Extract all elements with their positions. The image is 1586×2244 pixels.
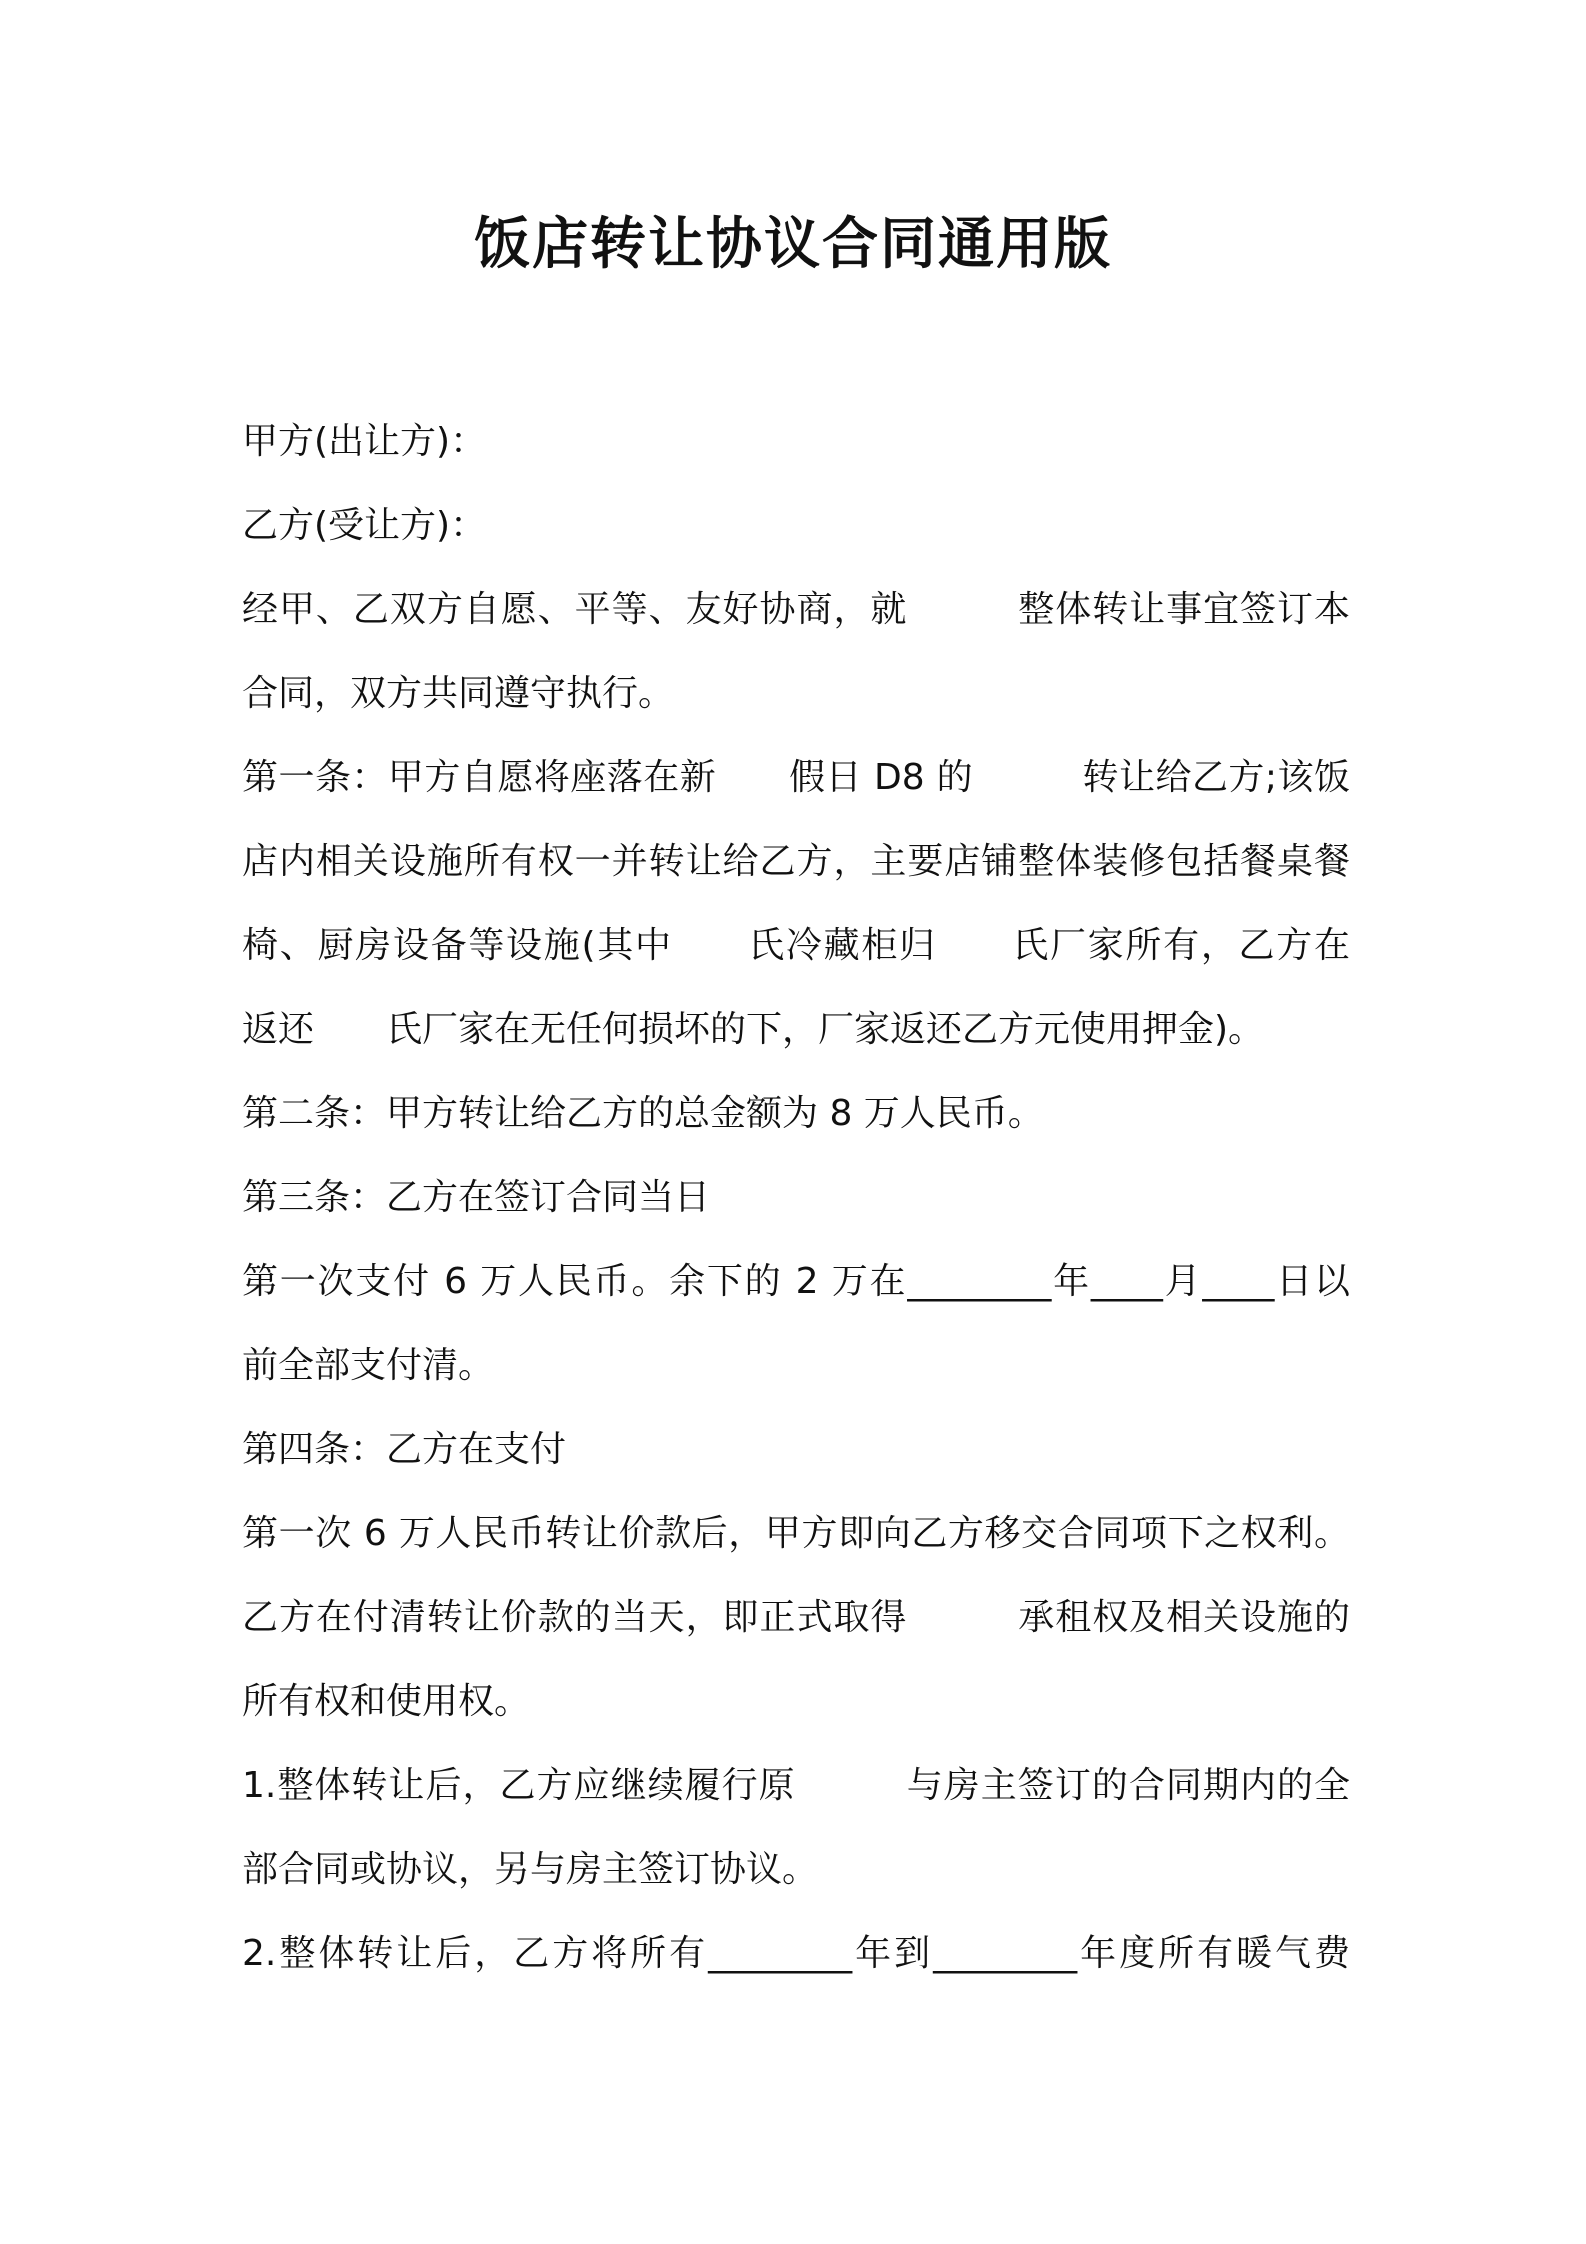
- payment-line: 第一次支付 6 万人民币。余下的 2 万在________年____月____日以: [242, 1261, 1350, 1302]
- article-4-line: 所有权和使用权。: [242, 1681, 531, 1722]
- article-3-line: 第三条：乙方在签订合同当日: [242, 1177, 711, 1218]
- party-a-line: 甲方(出让方)：: [242, 421, 487, 462]
- article-4-line: 乙方在付清转让价款的当天，即正式取得 承租权及相关设施的: [242, 1597, 1350, 1638]
- clause-2-line: 2.整体转让后，乙方将所有________年到________年度所有暖气费: [242, 1933, 1350, 1974]
- article-4-line: 第一次 6 万人民币转让价款后，甲方即向乙方移交合同项下之权利。: [242, 1513, 1350, 1554]
- paragraph-line: 经甲、乙双方自愿、平等、友好协商，就 整体转让事宜签订本: [242, 589, 1350, 630]
- payment-line: 前全部支付清。: [242, 1345, 495, 1386]
- article-1-line: 椅、厨房设备等设施(其中 氏冷藏柜归 氏厂家所有，乙方在: [242, 925, 1350, 966]
- article-1-line: 返还 氏厂家在无任何损坏的下，厂家返还乙方元使用押金)。: [242, 1009, 1265, 1050]
- article-1-line: 第一条：甲方自愿将座落在新 假日 D8 的 转让给乙方;该饭: [242, 757, 1350, 798]
- document-title: 饭店转让协议合同通用版: [474, 212, 1112, 277]
- clause-1-line: 1.整体转让后，乙方应继续履行原 与房主签订的合同期内的全: [242, 1765, 1350, 1806]
- paragraph-line: 合同，双方共同遵守执行。: [242, 673, 675, 714]
- article-1-line: 店内相关设施所有权一并转让给乙方，主要店铺整体装修包括餐桌餐: [242, 841, 1350, 882]
- document-body: [242, 400, 1350, 1996]
- article-2-line: 第二条：甲方转让给乙方的总金额为 8 万人民币。: [242, 1093, 1044, 1134]
- party-b-line: 乙方(受让方)：: [242, 505, 487, 546]
- clause-1-line: 部合同或协议，另与房主签订协议。: [242, 1849, 819, 1890]
- article-4-line: 第四条：乙方在支付: [242, 1429, 567, 1470]
